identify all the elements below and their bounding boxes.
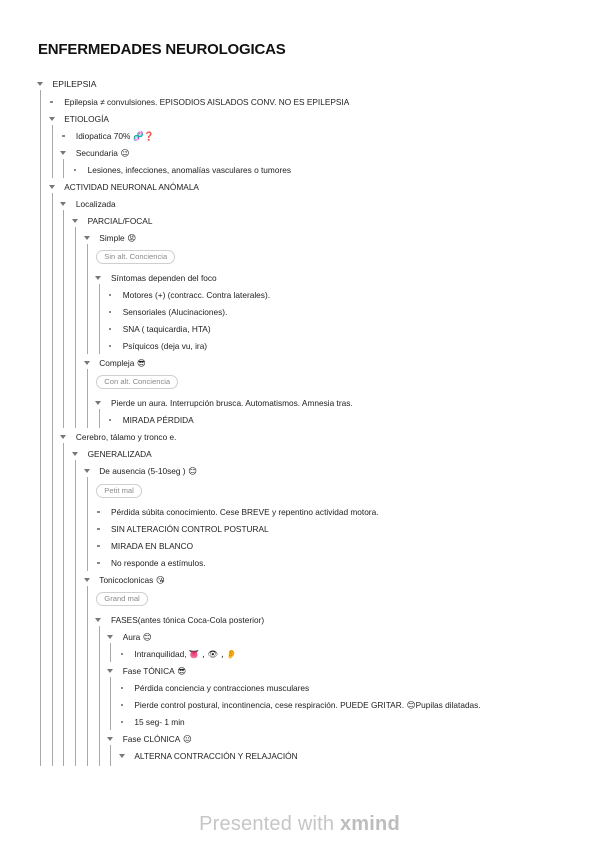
collapse-caret-icon[interactable] <box>95 401 101 405</box>
outline-subtopic[interactable] <box>134 697 480 714</box>
outline-subtopic[interactable] <box>134 714 184 731</box>
topic-text: PARCIAL/FOCAL <box>87 215 153 226</box>
tree-guide-line <box>75 227 76 428</box>
emoji-icon: 🧬❓ <box>130 131 155 142</box>
topic-text: MIRADA PÉRDIDA <box>122 414 194 425</box>
topic-label-tag[interactable]: Con alt. Conciencia <box>96 375 178 389</box>
bullet-icon <box>50 101 53 104</box>
outline-topic[interactable] <box>76 196 116 213</box>
footer-presented-text: Presented with <box>199 813 335 835</box>
collapse-caret-icon[interactable] <box>107 737 113 741</box>
outline-topic[interactable] <box>88 446 152 463</box>
tree-guide-line <box>75 460 76 766</box>
outline-topic[interactable] <box>99 463 197 480</box>
topic-text: Compleja <box>99 357 135 368</box>
tree-guide-line <box>87 586 88 766</box>
topic-text: SNA ( taquicardia, HTA) <box>122 323 211 334</box>
topic-text: Localizada <box>75 198 116 209</box>
bullet-icon <box>97 545 100 548</box>
tree-guide-line <box>110 745 111 766</box>
collapse-caret-icon[interactable] <box>60 202 66 206</box>
tree-guide-line <box>87 369 88 428</box>
bullet-icon <box>121 721 124 724</box>
tree-guide-line <box>110 677 111 730</box>
emoji-icon: 😎 <box>134 358 146 369</box>
bullet-icon <box>121 704 124 707</box>
tree-guide-line <box>40 90 41 766</box>
outline-subtopic[interactable] <box>111 521 269 538</box>
outline-topic[interactable] <box>76 429 177 446</box>
outline-subtopic[interactable] <box>111 504 379 521</box>
outline-topic[interactable] <box>99 572 165 589</box>
outline-topic[interactable] <box>53 76 97 93</box>
collapse-caret-icon[interactable] <box>72 219 78 223</box>
collapse-caret-icon[interactable] <box>60 151 66 155</box>
collapse-caret-icon[interactable] <box>95 618 101 622</box>
topic-text: Intranquilidad, <box>134 648 189 659</box>
outline-topic[interactable] <box>64 111 109 128</box>
topic-text: Idiopatica 70% <box>75 130 131 141</box>
tree-guide-line <box>52 193 53 766</box>
topic-text: Lesiones, infecciones, anomalías vasculares o tumores <box>87 164 291 175</box>
outline-topic[interactable] <box>99 230 136 247</box>
bullet-icon <box>109 311 112 314</box>
bullet-icon <box>109 345 112 348</box>
topic-text: ACTIVIDAD NEURONAL ANÓMALA <box>64 181 199 192</box>
emoji-icon: 👅 , 👁 , 👂 <box>188 649 237 660</box>
topic-text: No responde a estímulos. <box>111 557 206 568</box>
topic-label-tag[interactable]: Sin alt. Conciencia <box>96 250 175 264</box>
topic-label-tag[interactable]: Grand mal <box>96 592 147 606</box>
footer-branding <box>0 813 599 836</box>
tree-guide-line <box>87 244 88 354</box>
topic-text: ALTERNA CONTRACCIÓN Y RELAJACIÓN <box>134 750 298 761</box>
bullet-icon <box>121 653 124 656</box>
bullet-icon <box>97 511 100 514</box>
bullet-icon <box>62 135 65 138</box>
topic-text: Pérdida conciencia y contracciones musculares <box>134 682 310 693</box>
topic-text: Aura <box>122 631 141 642</box>
topic-text: MIRADA EN BLANCO <box>111 540 194 551</box>
collapse-caret-icon[interactable] <box>107 669 113 673</box>
outline-subtopic[interactable] <box>111 538 193 555</box>
outline-subtopic[interactable] <box>64 94 349 111</box>
topic-text: ETIOLOGÍA <box>64 113 109 124</box>
outline-subtopic[interactable] <box>134 680 309 697</box>
xmind-logo-text: xmind <box>339 813 400 835</box>
topic-text: Pérdida súbita conocimiento. Cese BREVE y repentino actividad motora. <box>111 506 379 517</box>
page-title: ENFERMEDADES NEUROLOGICAS <box>38 41 286 58</box>
outline-topic[interactable] <box>134 748 297 765</box>
collapse-caret-icon[interactable] <box>49 185 55 189</box>
emoji-icon: 😊 <box>185 466 198 477</box>
collapse-caret-icon[interactable] <box>72 452 78 456</box>
bullet-icon <box>97 562 100 565</box>
topic-text: Pierde un aura. Interrupción brusca. Automatismos. Amnesia tras. <box>111 397 353 408</box>
emoji-icon: 😊 <box>404 700 416 711</box>
topic-label-tag[interactable]: Petit mal <box>96 484 142 498</box>
bullet-icon <box>74 169 77 172</box>
topic-text: Epilepsia ≠ convulsiones. EPISODIOS AISLADOS CONV. NO ES EPILEPSIA <box>64 96 350 107</box>
topic-text: De ausencia (5-10seg ) <box>99 465 186 476</box>
outline-topic[interactable] <box>111 395 353 412</box>
topic-text: Secundaria <box>75 147 118 158</box>
topic-text-continued: Pupilas dilatadas. <box>415 699 481 710</box>
bullet-icon <box>109 294 112 297</box>
tree-guide-line <box>99 626 100 766</box>
collapse-caret-icon[interactable] <box>107 635 113 639</box>
tree-guide-line <box>63 210 64 428</box>
topic-text: Síntomas dependen del foco <box>111 272 217 283</box>
tree-guide-line <box>52 125 53 178</box>
collapse-caret-icon[interactable] <box>37 82 43 86</box>
tree-guide-line <box>110 643 111 662</box>
outline-subtopic[interactable] <box>76 128 154 145</box>
bullet-icon <box>97 528 100 531</box>
outline-subtopic[interactable] <box>123 321 211 338</box>
outline-topic[interactable] <box>123 731 192 748</box>
emoji-icon: 😡 <box>124 233 137 244</box>
collapse-caret-icon[interactable] <box>84 469 90 473</box>
tree-guide-line <box>63 443 64 766</box>
outline-topic[interactable] <box>99 355 146 372</box>
bullet-icon <box>121 687 124 690</box>
outline-topic[interactable] <box>123 663 187 680</box>
tree-guide-line <box>99 409 100 428</box>
bullet-icon <box>109 328 112 331</box>
outline-subtopic[interactable] <box>111 555 206 572</box>
collapse-caret-icon[interactable] <box>84 361 90 365</box>
emoji-icon: 😉 <box>117 148 130 159</box>
collapse-caret-icon[interactable] <box>84 578 90 582</box>
emoji-icon: 😐 <box>180 734 192 745</box>
tree-guide-line <box>99 284 100 354</box>
topic-text: Pierde control postural, incontinencia, cese respiración. PUEDE GRITAR. <box>134 699 405 710</box>
outline-topic[interactable] <box>64 179 199 196</box>
emoji-icon: 😊 <box>140 632 152 643</box>
topic-text: Sensoriales (Alucinaciones). <box>122 306 228 317</box>
topic-text: 15 seg- 1 min <box>134 716 185 727</box>
collapse-caret-icon[interactable] <box>84 236 90 240</box>
topic-text: EPILEPSIA <box>52 78 97 89</box>
outline-topic[interactable] <box>76 145 130 162</box>
emoji-icon: 😎 <box>174 666 187 677</box>
outline-subtopic[interactable] <box>134 646 237 663</box>
topic-text: Cerebro, tálamo y tronco e. <box>75 431 177 442</box>
tree-guide-line <box>87 477 88 571</box>
outline-topic[interactable] <box>88 213 153 230</box>
outline-topic[interactable] <box>123 629 152 646</box>
topic-text: Psíquicos (deja vu, ira) <box>122 340 208 351</box>
topic-text: GENERALIZADA <box>87 448 152 459</box>
bullet-icon <box>109 419 112 422</box>
collapse-caret-icon[interactable] <box>119 754 125 758</box>
topic-text: Fase CLÓNICA <box>122 733 181 744</box>
topic-text: SIN ALTERACIÓN CONTROL POSTURAL <box>111 523 269 534</box>
emoji-icon: 😘 <box>153 575 165 586</box>
topic-text: Motores (+) (contracc. Contra laterales). <box>122 289 271 300</box>
outline-subtopic[interactable] <box>123 287 270 304</box>
topic-text: FASES(antes tónica Coca-Cola posterior) <box>111 614 265 625</box>
collapse-caret-icon[interactable] <box>49 117 55 121</box>
topic-text: Tonicoclonicas <box>99 574 154 585</box>
tree-guide-line <box>63 159 64 178</box>
collapse-caret-icon[interactable] <box>95 276 101 280</box>
outline-subtopic[interactable] <box>123 304 228 321</box>
outline-subtopic[interactable] <box>88 162 291 179</box>
outline-topic[interactable] <box>111 270 217 287</box>
topic-text: Fase TÓNICA <box>122 665 175 676</box>
topic-text: Simple <box>99 232 125 243</box>
outline-topic[interactable] <box>111 612 264 629</box>
outline-subtopic[interactable] <box>123 412 194 429</box>
collapse-caret-icon[interactable] <box>60 435 66 439</box>
outline-subtopic[interactable] <box>123 338 207 355</box>
